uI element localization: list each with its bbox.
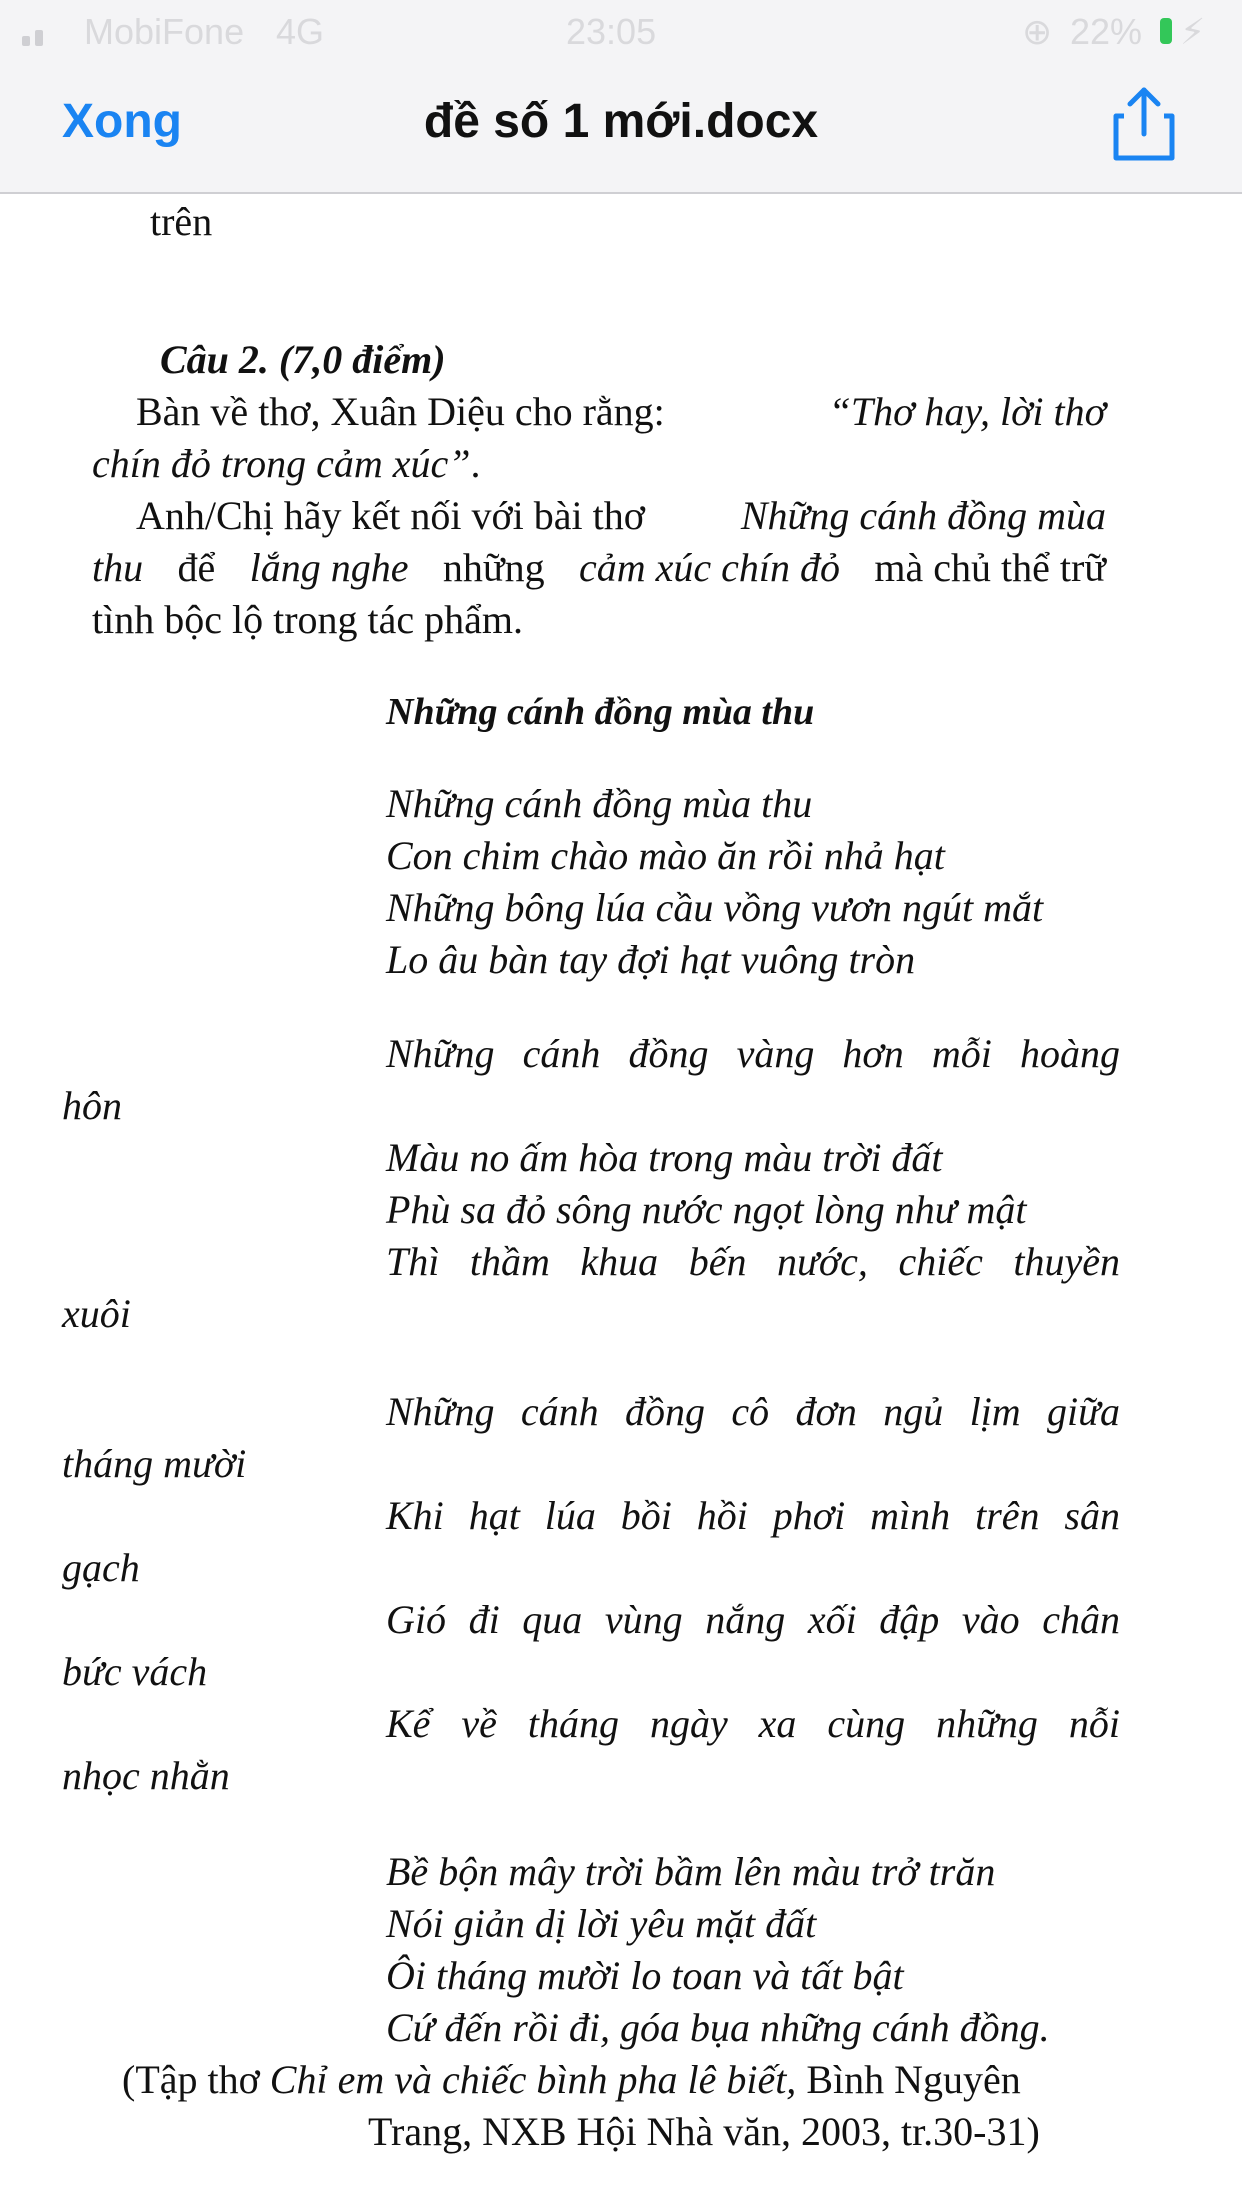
poem-line: Cứ đến rồi đi, góa bụa những cánh đồng. xyxy=(386,2005,1050,2050)
poem-line-wrap: gạch xyxy=(62,1545,140,1590)
para1-line1 xyxy=(136,386,1106,438)
poem-line-wrap: tháng mười xyxy=(62,1441,247,1486)
poem-line: Màu no ấm hòa trong màu trời đất xyxy=(386,1135,943,1180)
para2-line3: tình bộc lộ trong tác phẩm. xyxy=(92,597,524,642)
poem-line: Nói giản dị lời yêu mặt đất xyxy=(386,1901,817,1946)
orientation-lock-icon: ⊕ xyxy=(1022,11,1053,52)
source-book-title: Chỉ em và chiếc bình pha lê biết, xyxy=(269,2057,797,2102)
para2-listen: lắng nghe xyxy=(249,545,409,590)
poem-title: Những cánh đồng mùa thu xyxy=(386,691,815,733)
poem-line: Kể về tháng ngày xa cùng những nỗi xyxy=(386,1701,1120,1746)
poem-line-wrap: nhọc nhằn xyxy=(62,1753,230,1798)
para1-line2 xyxy=(92,438,480,490)
source-line1 xyxy=(122,2054,1021,2106)
source-line2: Trang, NXB Hội Nhà văn, 2003, tr.30-31) xyxy=(368,2109,1040,2154)
poem-line: Phù sa đỏ sông nước ngọt lòng như mật xyxy=(386,1187,1027,1232)
source-open: (Tập thơ xyxy=(122,2057,260,2102)
poem-line: Bề bộn mây trời bầm lên màu trở trăn xyxy=(386,1849,996,1894)
para2-text4: mà chủ thể trữ xyxy=(874,545,1106,590)
network-label: 4G xyxy=(276,11,325,52)
poem-line: Những bông lúa cầu vồng vươn ngút mắt xyxy=(386,885,1044,930)
charging-icon: ⚡ xyxy=(1180,11,1206,52)
poem-line: Những cánh đồng vàng hơn mỗi hoàng xyxy=(386,1031,1120,1076)
top-bar xyxy=(0,0,1242,194)
signal-icon xyxy=(22,28,48,46)
battery-percent: 22% xyxy=(1070,11,1143,52)
para1-quote-end: chín đỏ trong cảm xúc” xyxy=(92,441,471,486)
poem-line: Khi hạt lúa bồi hồi phơi mình trên sân xyxy=(386,1493,1120,1538)
source-author: Bình Nguyên xyxy=(806,2057,1021,2102)
para2-line2 xyxy=(92,542,1106,594)
para1-period: . xyxy=(470,441,481,486)
poem-line: Ôi tháng mười lo toan và tất bật xyxy=(386,1953,904,1998)
question-heading: Câu 2. (7,0 điểm) xyxy=(160,337,446,382)
poem-line: Những cánh đồng mùa thu xyxy=(386,781,813,826)
top-fragment: trên xyxy=(150,199,213,244)
para2-poem-ref-end: thu xyxy=(92,545,144,590)
para1-quote-start: “Thơ hay, lời thơ xyxy=(828,389,1106,434)
para2-line1 xyxy=(136,490,1106,542)
para2-emotion: cảm xúc chín đỏ xyxy=(578,545,840,590)
poem-line: Những cánh đồng cô đơn ngủ lịm giữa xyxy=(386,1389,1120,1434)
poem-line: Con chim chào mào ăn rồi nhả hạt xyxy=(386,833,945,878)
para2-poem-ref: Những cánh đồng mùa xyxy=(740,493,1106,538)
poem-line: Gió đi qua vùng nắng xối đập vào chân xyxy=(386,1597,1120,1642)
para1-text: Bàn về thơ, Xuân Diệu cho rằng: xyxy=(136,389,665,434)
battery-icon xyxy=(1160,18,1172,44)
para2-text1: Anh/Chị hãy kết nối với bài thơ xyxy=(136,493,645,538)
poem-line-wrap: xuôi xyxy=(62,1291,131,1336)
para2-text3: những xyxy=(442,545,545,590)
share-icon[interactable] xyxy=(1112,86,1176,162)
poem-line-wrap: hôn xyxy=(62,1083,122,1128)
para2-text2: để xyxy=(177,545,216,590)
status-time: 23:05 xyxy=(566,11,657,52)
carrier-label: MobiFone xyxy=(84,11,245,52)
poem-line: Thì thầm khua bến nước, chiếc thuyền xyxy=(386,1239,1120,1284)
document-viewer[interactable] xyxy=(0,194,1242,2206)
poem-line-wrap: bức vách xyxy=(62,1649,208,1694)
done-button[interactable]: Xong xyxy=(62,95,182,148)
poem-line: Lo âu bàn tay đợi hạt vuông tròn xyxy=(386,937,916,982)
document-title: đề số 1 mới.docx xyxy=(423,95,819,148)
